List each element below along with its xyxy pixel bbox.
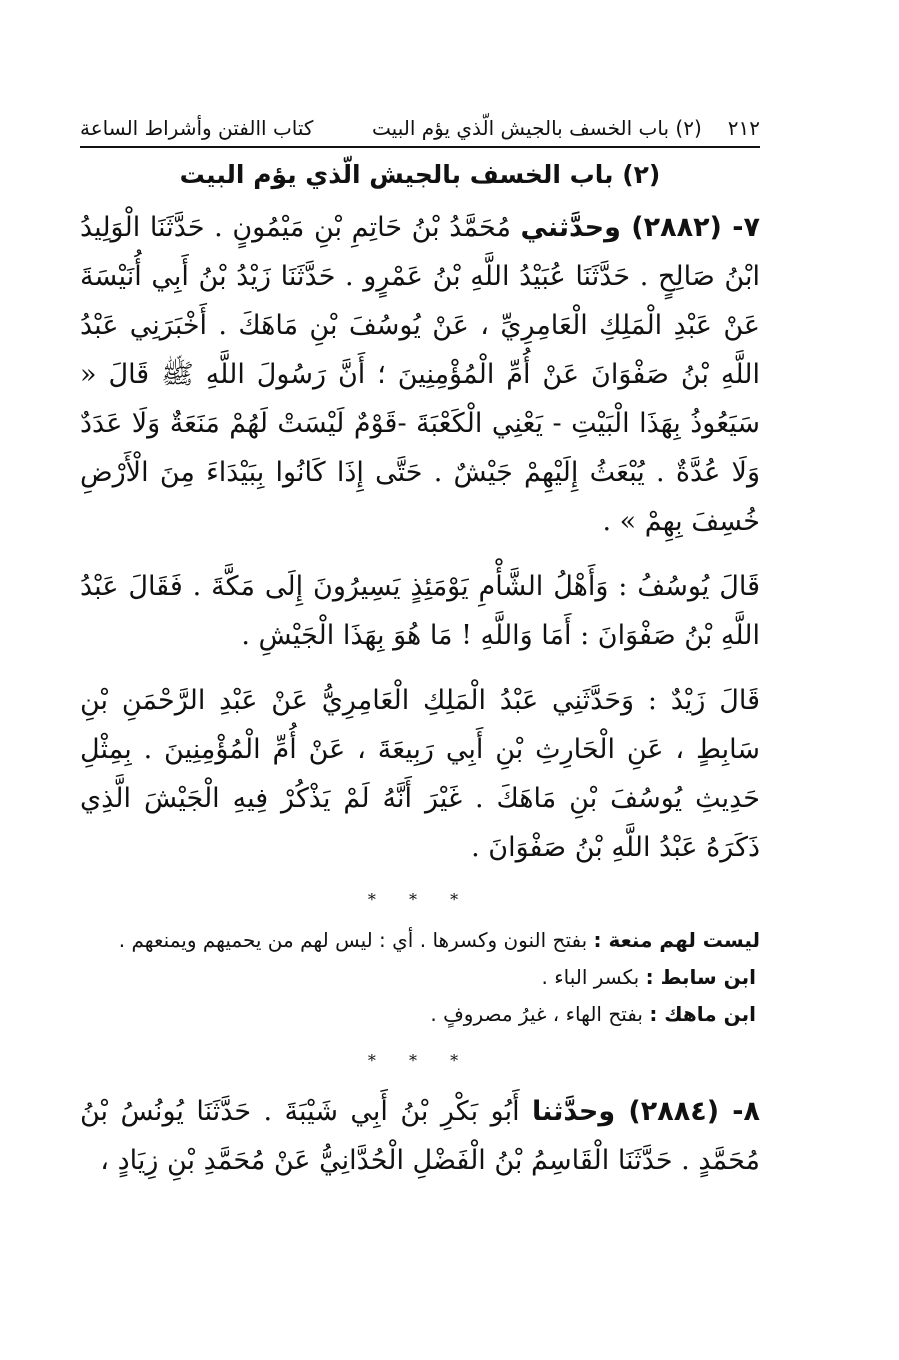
page-number: ٢١٢ bbox=[727, 116, 760, 140]
hadith-8-lead: ٨- (٢٨٨٤) وحدَّثنا bbox=[532, 1096, 760, 1127]
paragraph-zaid: قَالَ زَيْدٌ : وَحَدَّثَنِي عَبْدُ الْمَلِكِ الْعَامِرِيُّ عَنْ عَبْدِ الرَّحْمَنِ بْنِ سَابِطٍ ، عَنِ الْحَارِثِ بْنِ أَبِي رَبِيعَةَ ، عَنْ أُمِّ الْمُؤْمِنِينَ . بِمِثْلِ حَدِيثِ يُوسُفَ بْنِ مَاهَكَ . غَيْرَ أَنَّهُ لَمْ يَذْكُرْ فِيهِ الْجَيْشَ الَّذِي ذَكَرَهُ عَبْدُ اللَّهِ بْنُ صَفْوَانَ . bbox=[80, 685, 760, 863]
chapter-title: (٢) باب الخسف بالجيش الّذي يؤم البيت bbox=[372, 116, 702, 140]
section-title: (٢) باب الخسف بالجيش الّذي يؤم البيت bbox=[179, 160, 661, 189]
footnote-2 bbox=[80, 959, 760, 996]
hadith-7 bbox=[80, 203, 760, 546]
running-header bbox=[80, 108, 760, 148]
hadith-8 bbox=[80, 1087, 760, 1185]
separator-bottom: * * * bbox=[367, 1051, 473, 1070]
footnotes bbox=[80, 922, 760, 1033]
hadith-7-text: مُحَمَّدُ بْنُ حَاتِمِ بْنِ مَيْمُونٍ . حَدَّثَنَا الْوَلِيدُ ابْنُ صَالِحٍ . حَدَّثَنَا عُبَيْدُ اللَّهِ بْنُ عَمْرٍو . حَدَّثَنَا زَيْدُ بْنُ أَبِي أُنَيْسَةَ عَنْ عَبْدِ الْمَلِكِ الْعَامِرِيِّ ، عَنْ يُوسُفَ بْنِ مَاهَكَ . أَخْبَرَنِي عَبْدُ اللَّهِ بْنُ صَفْوَانَ عَنْ أُمِّ الْمُؤْمِنِينَ ؛ أَنَّ رَسُولَ اللَّهِ ﷺ قَالَ « سَيَعُوذُ بِهَذَا الْبَيْتِ - يَعْنِي الْكَعْبَةَ -قَوْمٌ لَيْسَتْ لَهُمْ مَنَعَةٌ وَلَا عَدَدٌ وَلَا عُدَّةٌ . يُبْعَثُ إِلَيْهِمْ جَيْشٌ . حَتَّى إِذَا كَانُوا بِبَيْدَاءَ مِنَ الْأَرْضِ خُسِفَ بِهِمْ » . bbox=[80, 212, 760, 537]
running-header-right bbox=[372, 116, 760, 140]
paragraph-yusuf: قَالَ يُوسُفُ : وَأَهْلُ الشَّأْمِ يَوْمَئِذٍ يَسِيرُونَ إِلَى مَكَّةَ . فَقَالَ عَبْدُ اللَّهِ بْنُ صَفْوَانَ : أَمَا وَاللَّهِ ! مَا هُوَ بِهَذَا الْجَيْشِ . bbox=[80, 571, 760, 651]
footnote-1-term: ليست لهم منعة : bbox=[593, 928, 760, 952]
footnote-2-text: بكسر الباء . bbox=[541, 965, 646, 989]
separator-top: * * * bbox=[367, 890, 473, 909]
footnote-1-text: بفتح النون وكسرها . أي : ليس لهم من يحميهم ويمنعهم . bbox=[118, 928, 594, 952]
footnote-1 bbox=[80, 922, 760, 959]
footnote-2-term: ابن سابط : bbox=[645, 965, 756, 989]
hadith-7-lead: ٧- (٢٨٨٢) وحدَّثني bbox=[520, 212, 760, 243]
book-page bbox=[80, 108, 760, 1185]
hadith-8-text: أَبُو بَكْرِ بْنُ أَبِي شَيْبَةَ . حَدَّثَنَا يُونُسُ بْنُ مُحَمَّدٍ . حَدَّثَنَا الْقَاسِمُ بْنُ الْفَضْلِ الْحُدَّانِيُّ عَنْ مُحَمَّدِ بْنِ زِيَادٍ ، bbox=[80, 1096, 760, 1176]
footnote-3 bbox=[80, 996, 760, 1033]
footnote-3-term: ابن ماهك : bbox=[649, 1002, 756, 1026]
footnote-3-text: بفتح الهاء ، غيرُ مصروفٍ . bbox=[430, 1002, 650, 1026]
book-title: كتاب االفتن وأشراط الساعة bbox=[80, 116, 314, 140]
